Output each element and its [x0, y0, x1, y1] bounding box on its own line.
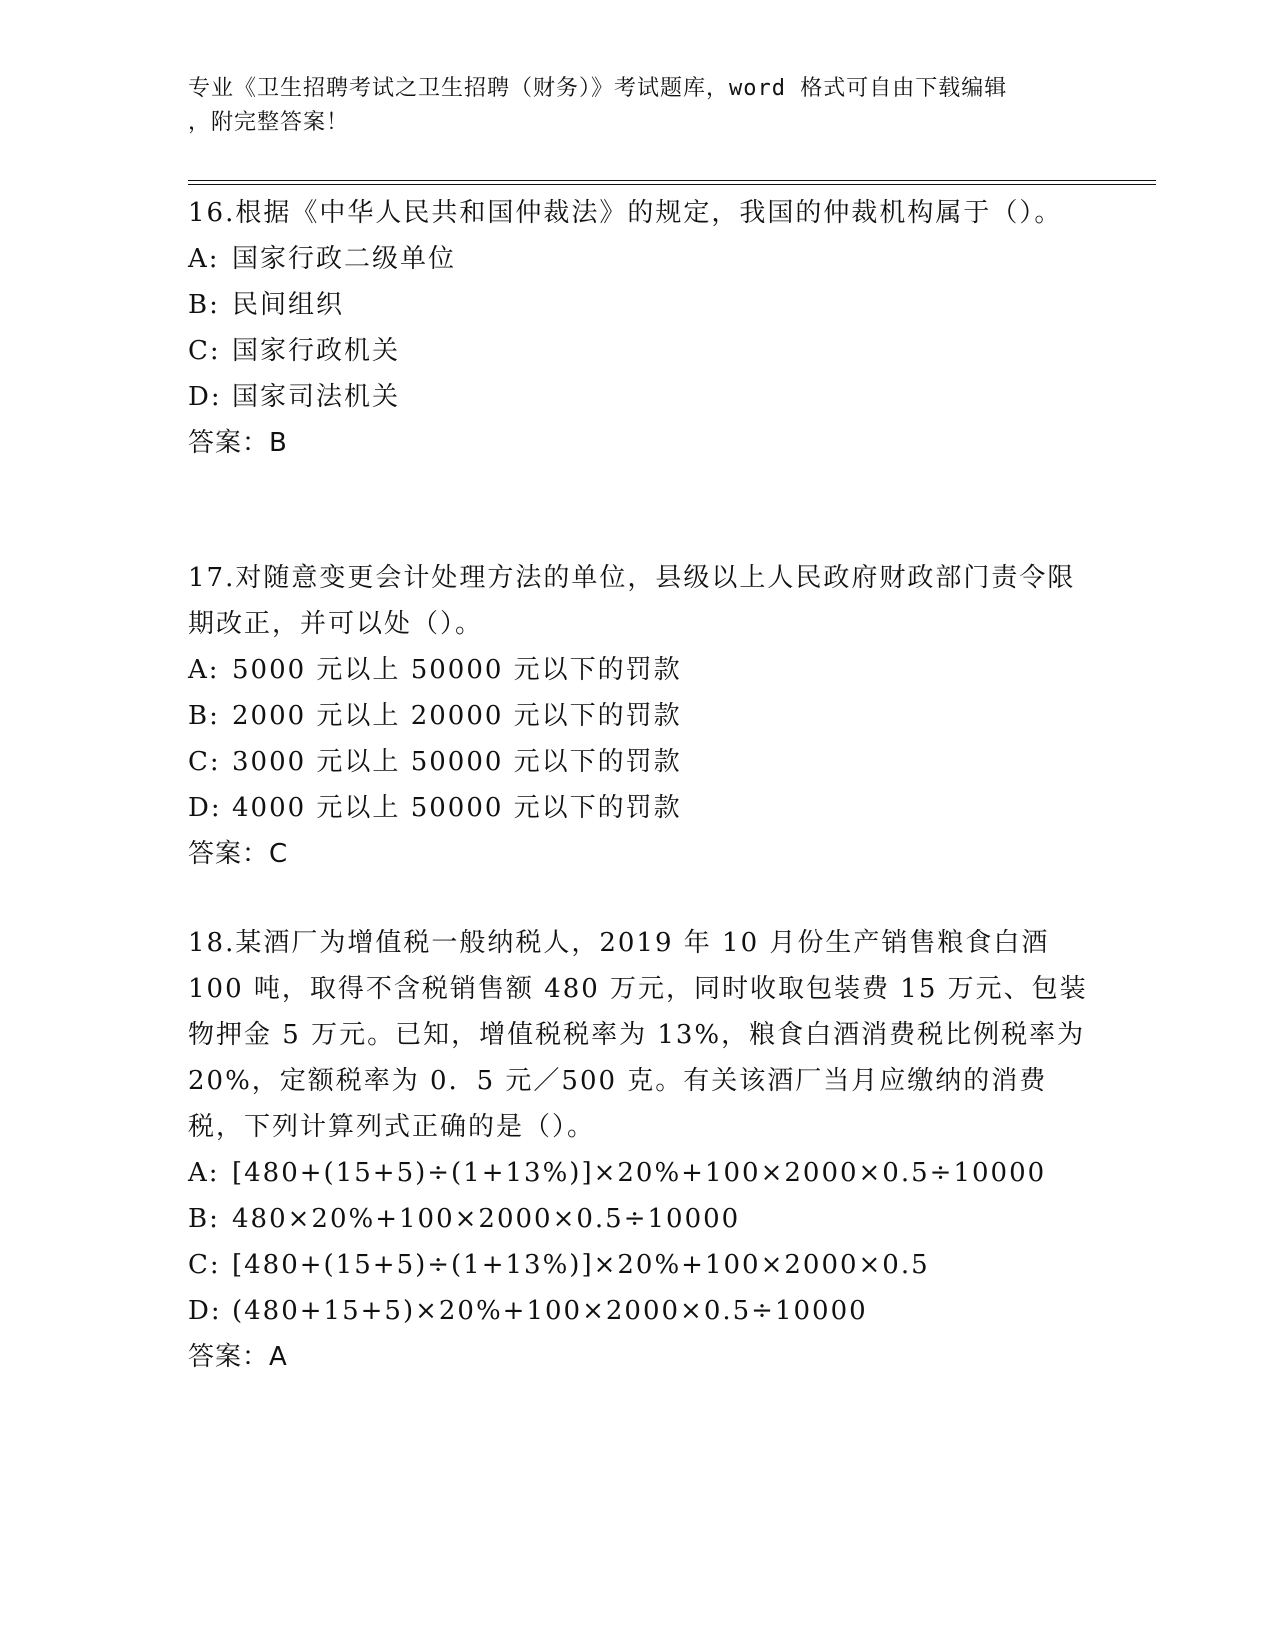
- option-text: [480+(15+5)÷(1+13%)]×20%+100×2000×0.5: [232, 1250, 930, 1280]
- option-letter: A:: [188, 655, 220, 685]
- option-b: [188, 1196, 1088, 1242]
- option-c: [188, 739, 1088, 785]
- document-header: [188, 72, 1068, 140]
- option-text: 3000 元以上 50000 元以下的罚款: [232, 747, 682, 777]
- option-text: [480+(15+5)÷(1+13%)]×20%+100×2000×0.5÷10000: [232, 1158, 1047, 1188]
- option-letter: D:: [188, 382, 222, 412]
- option-c: [188, 328, 1088, 374]
- header-divider-top: [188, 180, 1156, 181]
- option-a: [188, 1150, 1088, 1196]
- question-17: [188, 555, 1088, 877]
- option-letter: A:: [188, 244, 220, 274]
- question-18: [188, 920, 1088, 1380]
- option-b: [188, 693, 1088, 739]
- option-letter: B:: [188, 701, 220, 731]
- question-text: 18.某酒厂为增值税一般纳税人，2019 年 10 月份生产销售粮食白酒 100 吨，取得不含税销售额 480 万元，同时收取包装费 15 万元、包装物押金 5 万元。已知，增值税税率为 13%，粮食白酒消费税比例税率为 20%，定额税率为 0．5 元／500 克。有关该酒厂当月应缴纳的消费税，下列计算列式正确的是（）。: [188, 928, 1088, 1142]
- answer-line: 答案：A: [188, 1342, 288, 1372]
- question-text: 16.根据《中华人民共和国仲裁法》的规定，我国的仲裁机构属于（）。: [188, 198, 1063, 228]
- option-letter: C:: [188, 336, 221, 366]
- option-c: [188, 1242, 1088, 1288]
- question-text: 17.对随意变更会计处理方法的单位，县级以上人民政府财政部门责令限期改正，并可以处（）。: [188, 563, 1076, 639]
- option-letter: B:: [188, 1204, 220, 1234]
- option-text: (480+15+5)×20%+100×2000×0.5÷10000: [232, 1296, 868, 1326]
- question-16: [188, 190, 1088, 466]
- option-text: 5000 元以上 50000 元以下的罚款: [232, 655, 682, 685]
- option-d: [188, 1288, 1088, 1334]
- option-text: 国家行政机关: [232, 336, 401, 366]
- option-letter: D:: [188, 1296, 222, 1326]
- answer-line: 答案：C: [188, 839, 289, 869]
- option-letter: C:: [188, 1250, 221, 1280]
- option-a: [188, 236, 1088, 282]
- answer-line: 答案：B: [188, 428, 288, 458]
- option-letter: C:: [188, 747, 221, 777]
- header-line-1: 专业《卫生招聘考试之卫生招聘（财务）》考试题库，word 格式可自由下载编辑: [188, 76, 1008, 101]
- option-text: 2000 元以上 20000 元以下的罚款: [232, 701, 682, 731]
- option-text: 国家司法机关: [232, 382, 401, 412]
- option-d: [188, 374, 1088, 420]
- option-letter: A:: [188, 1158, 220, 1188]
- header-line-2: ，附完整答案！: [188, 110, 350, 135]
- option-text: 民间组织: [232, 290, 345, 320]
- option-letter: B:: [188, 290, 220, 320]
- option-a: [188, 647, 1088, 693]
- option-letter: D:: [188, 793, 222, 823]
- option-text: 480×20%+100×2000×0.5÷10000: [232, 1204, 741, 1234]
- header-divider-bottom: [188, 184, 1156, 185]
- option-d: [188, 785, 1088, 831]
- option-text: 4000 元以上 50000 元以下的罚款: [232, 793, 682, 823]
- option-b: [188, 282, 1088, 328]
- option-text: 国家行政二级单位: [232, 244, 457, 274]
